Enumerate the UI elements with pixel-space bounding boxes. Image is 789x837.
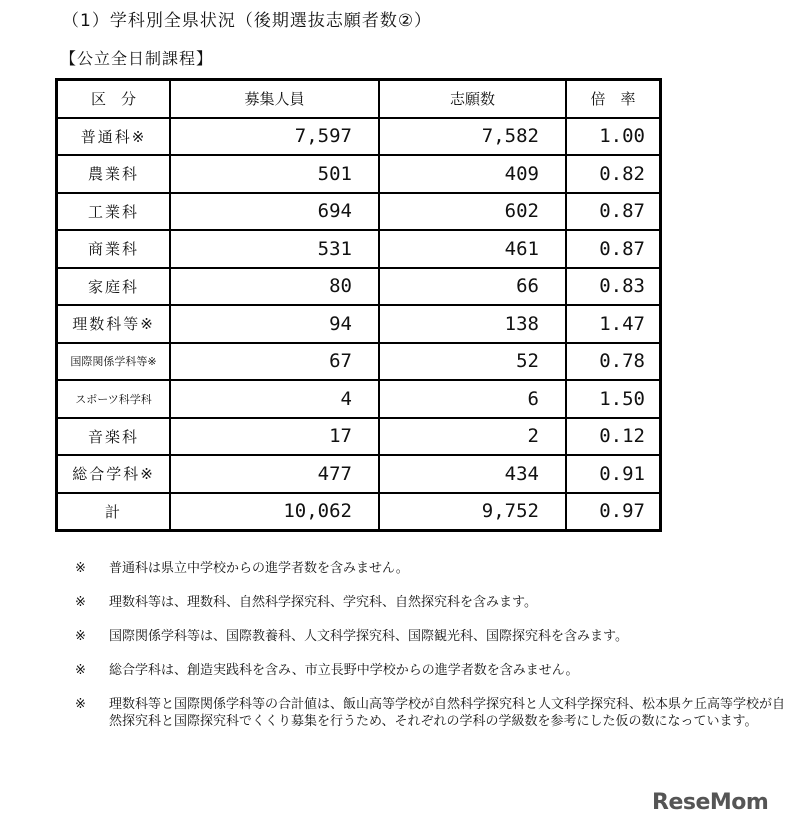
cell-ratio: 0.91 [566,455,661,493]
cell-capacity: 7,597 [170,118,379,156]
note-text: 理数科等は、理数科、自然科学探究科、学究科、自然探究科を含みます。 [109,595,537,610]
table-row [57,455,661,493]
cell-applicants: 434 [379,455,566,493]
cell-ratio: 0.87 [566,230,661,268]
cell-capacity: 694 [170,193,379,231]
cell-applicants: 9,752 [379,493,566,531]
table-row [57,118,661,156]
cell-applicants: 602 [379,193,566,231]
cell-applicants: 409 [379,155,566,193]
table-row [57,193,661,231]
header-capacity: 募集人員 [170,80,379,118]
table-row [57,380,661,418]
resemom-logo: ReseMom [652,790,769,815]
cell-applicants: 138 [379,305,566,343]
footnote [75,662,789,679]
cell-category: 国際関係学科等※ [57,343,171,381]
section-subtitle: 【公立全日制課程】 [60,49,214,68]
cell-applicants: 461 [379,230,566,268]
cell-category: 総合学科※ [57,455,171,493]
cell-category: 計 [57,493,171,531]
cell-capacity: 531 [170,230,379,268]
table-row [57,493,661,531]
footnotes [75,560,789,747]
note-text: 国際関係学科等は、国際教養科、人文科学探究科、国際観光科、国際探究科を含みます。 [109,629,628,644]
cell-capacity: 10,062 [170,493,379,531]
footnote [75,696,789,730]
note-mark: ※ [75,697,86,712]
table-row [57,305,661,343]
cell-category: 理数科等※ [57,305,171,343]
note-mark: ※ [75,663,86,678]
cell-applicants: 2 [379,418,566,456]
cell-ratio: 1.47 [566,305,661,343]
cell-applicants: 66 [379,268,566,306]
cell-ratio: 0.78 [566,343,661,381]
page-title: （1）学科別全県状況（後期選抜志願者数②） [62,11,433,31]
cell-capacity: 4 [170,380,379,418]
cell-category: スポーツ科学科 [57,380,171,418]
header-ratio: 倍 率 [566,80,661,118]
note-text: 総合学科は、創造実践科を含み、市立長野中学校からの進学者数を含みません。 [109,663,579,678]
note-mark: ※ [75,595,86,610]
cell-capacity: 80 [170,268,379,306]
cell-applicants: 7,582 [379,118,566,156]
note-mark: ※ [75,629,86,644]
cell-ratio: 0.82 [566,155,661,193]
footnote [75,560,789,577]
note-text: 理数科等と国際関係学科等の合計値は、飯山高等学校が自然科学探究科と人文科学探究科、松本県ケ丘高等学校が自然探究科と国際探究科でくくり募集を行うため、それぞれの学科の学級数を参考にした仮の数になっています。 [109,697,786,729]
table-row [57,230,661,268]
cell-ratio: 1.50 [566,380,661,418]
cell-ratio: 1.00 [566,118,661,156]
cell-category: 農業科 [57,155,171,193]
cell-capacity: 501 [170,155,379,193]
cell-ratio: 0.87 [566,193,661,231]
table-header-row [57,80,661,118]
cell-applicants: 52 [379,343,566,381]
table-row [57,418,661,456]
note-text: 普通科は県立中学校からの進学者数を含みません。 [109,561,409,576]
table-row [57,155,661,193]
cell-ratio: 0.97 [566,493,661,531]
cell-capacity: 477 [170,455,379,493]
table-row [57,343,661,381]
cell-category: 商業科 [57,230,171,268]
note-mark: ※ [75,561,86,576]
cell-category: 普通科※ [57,118,171,156]
cell-applicants: 6 [379,380,566,418]
cell-ratio: 0.83 [566,268,661,306]
footnote [75,594,789,611]
header-applicants: 志願数 [379,80,566,118]
cell-capacity: 67 [170,343,379,381]
applicants-table [55,78,662,532]
cell-capacity: 94 [170,305,379,343]
cell-category: 家庭科 [57,268,171,306]
cell-ratio: 0.12 [566,418,661,456]
cell-category: 工業科 [57,193,171,231]
table-row [57,268,661,306]
footnote [75,628,789,645]
header-category: 区 分 [57,80,171,118]
cell-capacity: 17 [170,418,379,456]
cell-category: 音楽科 [57,418,171,456]
